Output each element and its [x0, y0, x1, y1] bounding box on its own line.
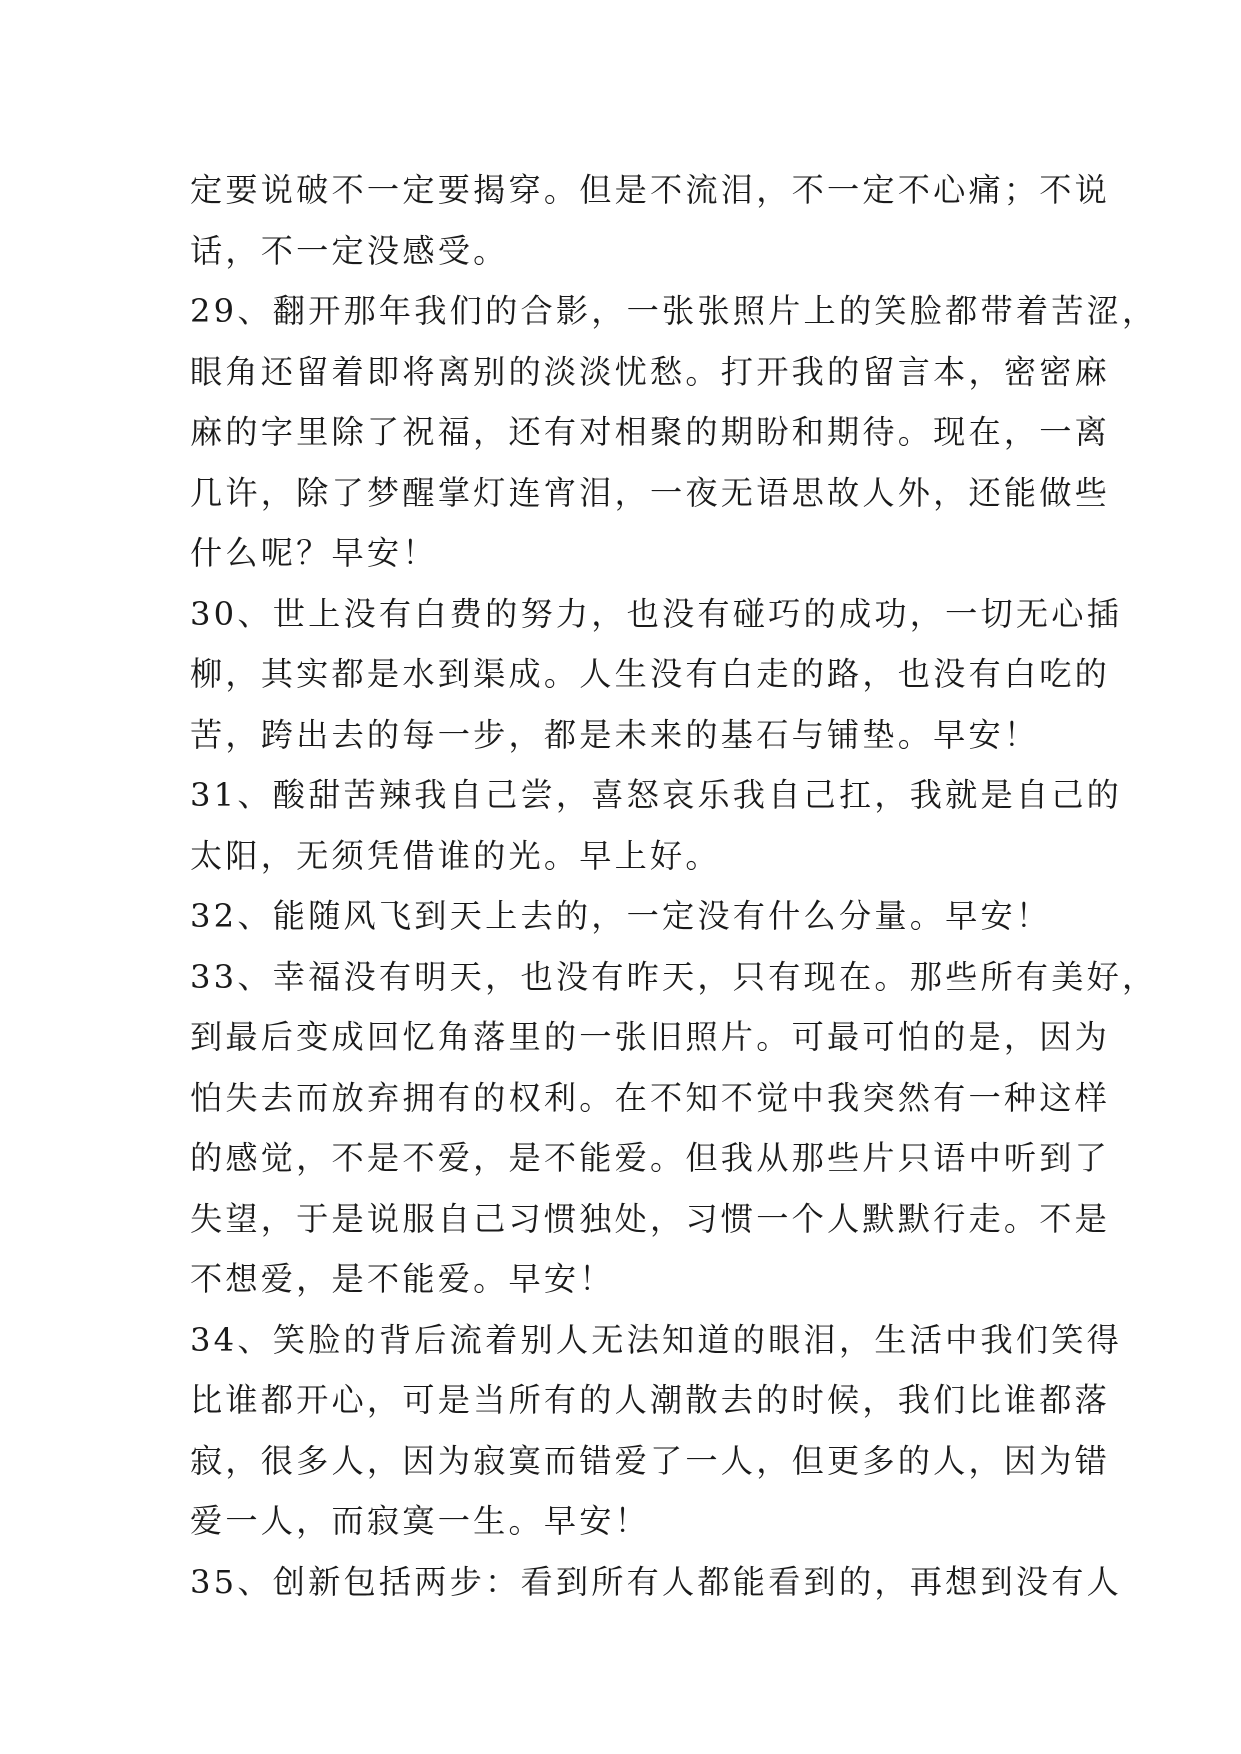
text-line: 话，不一定没感受。 [190, 231, 509, 270]
text-line: 爱一人，而寂寞一生。早安！ [190, 1502, 651, 1540]
text-line: 29、翻开那年我们的合影，一张张照片上的笑脸都带着苦涩， [190, 292, 1158, 330]
text-line: 寂，很多人，因为寂寞而错爱了一人，但更多的人，因为错 [190, 1441, 1111, 1480]
text-line: 31、酸甜苦辣我自己尝，喜怒哀乐我自己扛，我就是自己的 [190, 776, 1123, 814]
text-line: 柳，其实都是水到渠成。人生没有白走的路，也没有白吃的 [190, 655, 1111, 693]
text-line: 眼角还留着即将离别的淡淡忧愁。打开我的留言本，密密麻 [190, 352, 1111, 391]
text-line: 的感觉，不是不爱，是不能爱。但我从那些片只语中听到了 [190, 1139, 1111, 1177]
text-line: 几许，除了梦醒掌灯连宵泪，一夜无语思故人外，还能做些 [190, 473, 1111, 512]
text-line: 麻的字里除了祝福，还有对相聚的期盼和期待。现在，一离 [190, 413, 1111, 451]
text-line: 34、笑脸的背后流着别人无法知道的眼泪，生活中我们笑得 [190, 1320, 1123, 1359]
text-line: 定要说破不一定要揭穿。但是不流泪，不一定不心痛；不说 [190, 171, 1111, 209]
text-line: 什么呢？早安！ [190, 534, 438, 572]
text-line: 30、世上没有白费的努力，也没有碰巧的成功，一切无心插 [190, 594, 1123, 633]
text-line: 32、能随风飞到天上去的，一定没有什么分量。早安！ [190, 897, 1052, 935]
text-line: 苦，跨出去的每一步，都是未来的基石与铺垫。早安！ [190, 715, 1040, 754]
text-line: 太阳，无须凭借谁的光。早上好。 [190, 836, 721, 875]
text-line: 失望，于是说服自己习惯独处，习惯一个人默默行走。不是 [190, 1199, 1111, 1238]
text-line: 怕失去而放弃拥有的权利。在不知不觉中我突然有一种这样 [190, 1078, 1111, 1117]
text-line: 33、幸福没有明天，也没有昨天，只有现在。那些所有美好， [190, 957, 1158, 996]
text-line: 到最后变成回忆角落里的一张旧照片。可最可怕的是，因为 [190, 1018, 1111, 1056]
body-text [190, 160, 1158, 1612]
text-line: 不想爱，是不能爱。早安！ [190, 1260, 615, 1298]
text-line: 35、创新包括两步：看到所有人都能看到的，再想到没有人 [190, 1562, 1123, 1601]
text-line: 比谁都开心，可是当所有的人潮散去的时候，我们比谁都落 [190, 1381, 1111, 1419]
